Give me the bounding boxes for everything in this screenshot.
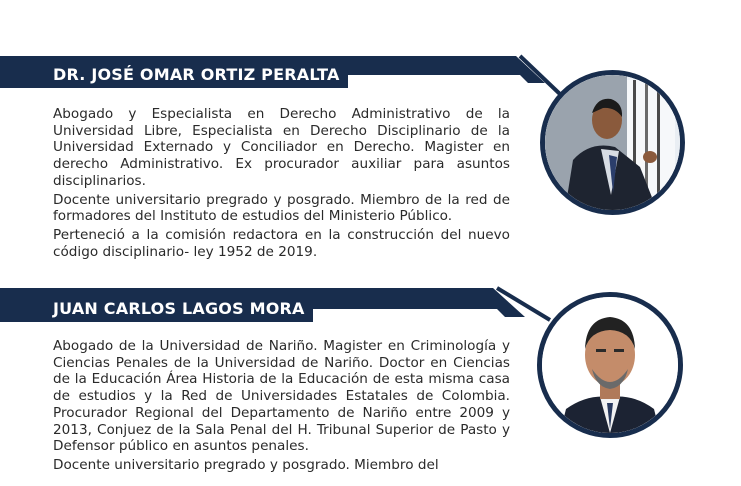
bio-paragraph: Perteneció a la comisión redactora en la construcción del nuevo código disciplinario- ley 1952 de 2019. [53,226,510,260]
bio-paragraph: Abogado y Especialista en Derecho Administrativo de la Universidad Libre, Especialista en Derecho Disciplinario de la Universidad Externado y Conciliador en Derecho. Magister en derecho Administrativo. Ex procurador auxiliar para asuntos disciplinarios. [53,106,510,189]
speaker-name-1: DR. JOSÉ OMAR ORTIZ PERALTA [0,60,348,88]
speaker-photo-2 [537,292,683,438]
bio-paragraph: Docente universitario pregrado y posgrado. Miembro de la red de formadores del Instituto de estudios del Ministerio Público. [53,191,510,225]
bio-paragraph: Abogado de la Universidad de Nariño. Magister en Criminología y Ciencias Penales de la Universidad de Nariño. Doctor en Ciencias de la Educación Área Historia de la Educación de esta misma casa de estudios y la Red de Universidades Estatales de Colombia. Procurador Regional del Departamento de Nariño entre 2009 y 2013, Conjuez de la Sala Penal del H. Tribunal Superior de Pasto y Defensor público en asuntos penales. [53,338,510,455]
speaker-name-2: JUAN CARLOS LAGOS MORA [0,294,313,322]
bio-paragraph: Docente universitario pregrado y posgrado. Miembro del [53,456,439,473]
speaker-bio-2 [53,338,510,474]
